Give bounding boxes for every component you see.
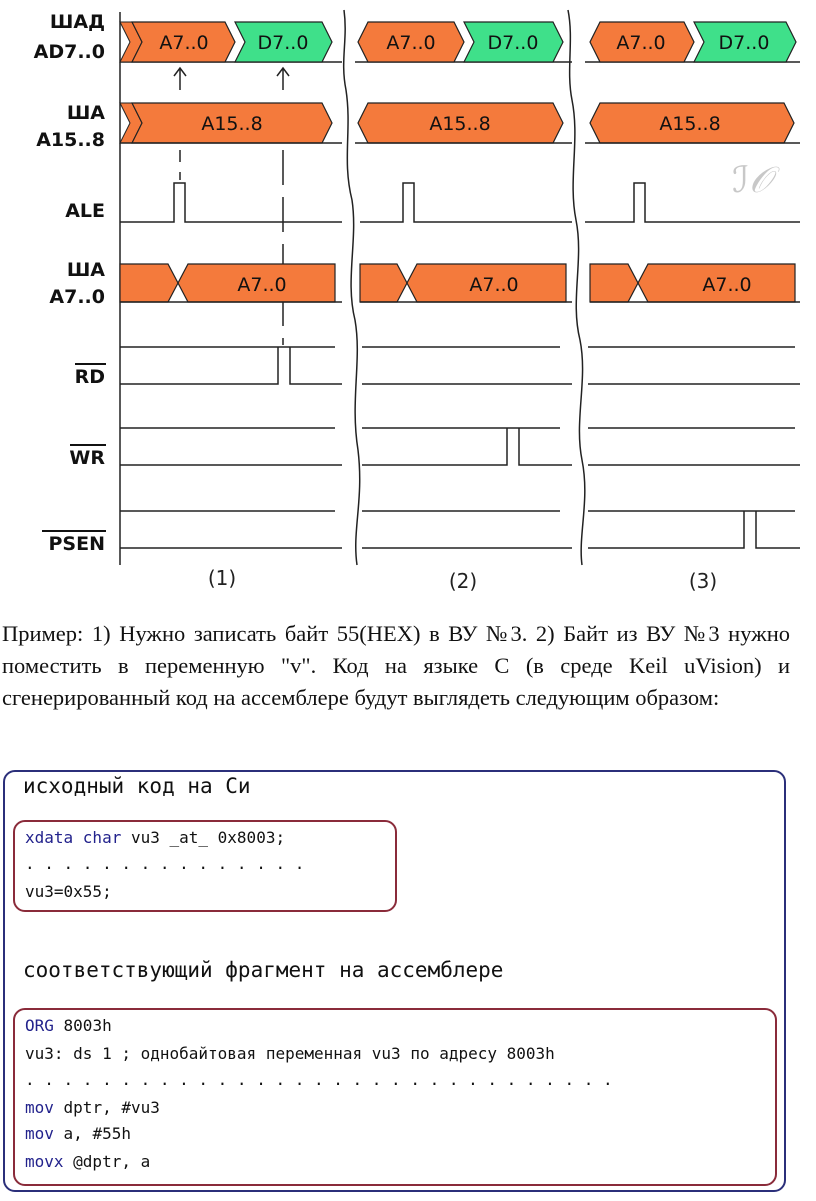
a15-text-3: A15..8	[659, 113, 721, 135]
logo-icon: ℐ𝒪	[732, 160, 772, 201]
panel-2-number: (2)	[448, 569, 478, 593]
asm-text: 8003h	[53, 1016, 112, 1035]
c-line-3	[25, 882, 112, 901]
ad-data-text-2: D7..0	[487, 32, 539, 54]
a7-box-left	[120, 264, 178, 302]
label-a7-line2: A7..0	[49, 286, 105, 308]
panel-1-number: (1)	[207, 566, 237, 590]
a7-box-left-2	[360, 264, 407, 302]
c-text: vu3 _at_ 0x8003;	[121, 828, 286, 847]
asm-line-5	[25, 1124, 131, 1143]
description-paragraph: Пример: 1) Нужно записать байт 55(HEX) в ВУ №3. 2) Байт из ВУ №3 нужно поместить в переменную "v". Код на языке С (в среде Keil uVision) и сгенерированный код на ассемблере будут выглядеть следующим образом:	[2, 621, 790, 710]
asm-keyword: movx	[25, 1152, 64, 1171]
separator-1	[344, 10, 360, 565]
label-rd: RD	[74, 366, 105, 388]
a15-text: A15..8	[201, 113, 263, 135]
a7-text-2: A7..0	[469, 274, 519, 296]
psen-pulse-3	[588, 511, 800, 548]
asm-code-title: соответствующий фрагмент на ассемблере	[23, 958, 504, 982]
ale-pulse	[120, 183, 342, 222]
arrow-up-addr	[174, 68, 186, 90]
asm-line-6	[25, 1152, 150, 1171]
asm-line-4	[25, 1098, 160, 1117]
c-line-2	[25, 854, 304, 873]
ad-data-text: D7..0	[257, 32, 309, 54]
panel-3-number: (3)	[688, 569, 718, 593]
panel-1	[120, 22, 342, 590]
asm-text: dptr, #vu3	[53, 1098, 160, 1117]
signal-labels	[34, 11, 106, 555]
panel-2	[355, 22, 572, 593]
label-ad-line1: ШАД	[49, 11, 105, 33]
label-ad-line2: AD7..0	[33, 41, 105, 63]
asm-text: @dptr, a	[63, 1152, 151, 1171]
c-keyword: xdata char	[25, 828, 122, 847]
asm-keyword: mov	[25, 1098, 54, 1117]
rd-pulse	[120, 347, 342, 384]
label-a15-line2: A15..8	[36, 129, 105, 151]
label-psen: PSEN	[48, 533, 105, 555]
ad-addr-text-2: A7..0	[386, 32, 436, 54]
asm-text: vu3: ds 1 ; однобайтовая переменная vu3 по адресу 8003h	[25, 1044, 555, 1063]
asm-line-2	[25, 1044, 555, 1063]
wr-pulse-2	[362, 428, 572, 465]
label-wr: WR	[69, 447, 105, 469]
label-a15-line1: ША	[66, 102, 105, 124]
a7-text-3: A7..0	[702, 274, 752, 296]
a7-text: A7..0	[237, 274, 287, 296]
label-a7-line1: ША	[66, 259, 105, 281]
c-code-block	[13, 820, 397, 912]
a15-text-2: A15..8	[429, 113, 491, 135]
a7-box-left-3	[590, 264, 638, 302]
c-code-title: исходный код на Си	[23, 774, 251, 798]
separator-2	[568, 10, 585, 565]
arrow-up-data	[277, 68, 289, 90]
asm-text: . . . . . . . . . . . . . . . . . . . . . . . . . . . . . . .	[25, 1070, 613, 1089]
panel-3	[585, 22, 800, 593]
ad-addr-text: A7..0	[159, 32, 209, 54]
asm-line-1	[25, 1016, 112, 1035]
asm-line-3	[25, 1070, 613, 1089]
asm-keyword: mov	[25, 1124, 54, 1143]
ad-addr-text-3: A7..0	[616, 32, 666, 54]
c-line-1	[25, 828, 285, 847]
c-text: vu3=0x55;	[25, 882, 112, 901]
asm-code-block	[13, 1008, 777, 1186]
asm-keyword: ORG	[25, 1016, 54, 1035]
c-text: . . . . . . . . . . . . . . .	[25, 854, 305, 873]
label-ale: ALE	[65, 200, 105, 222]
ale-pulse-2	[360, 183, 572, 222]
ad-data-text-3: D7..0	[718, 32, 770, 54]
code-listing-box	[3, 770, 786, 1192]
asm-text: a, #55h	[53, 1124, 131, 1143]
